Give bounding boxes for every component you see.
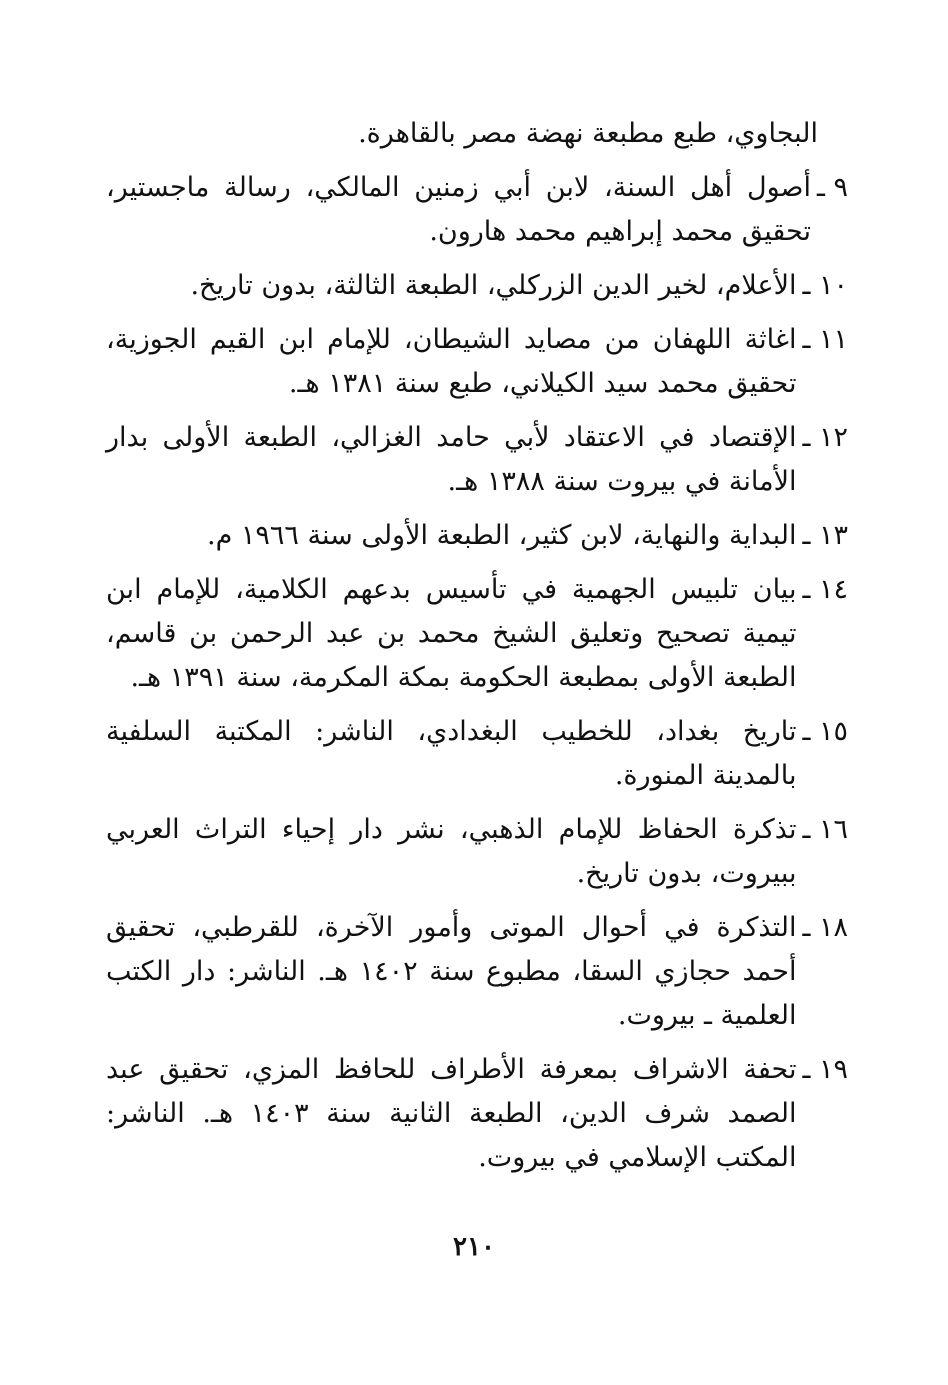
bibliography-entry: [106, 1048, 848, 1180]
entry-text: تحفة الاشراف بمعرفة الأطراف للحافظ المزي، تحقيق عبد الصمد شرف الدين، الطبعة الثانية سنة ١٤٠٣ هـ. الناشر: المكتب الإسلامي في بيروت.: [106, 1054, 797, 1173]
entry-number: ١٥ ـ: [802, 716, 848, 747]
entry-number: ١٣ ـ: [802, 520, 848, 551]
entry-text: بيان تلبيس الجهمية في تأسيس بدعهم الكلامية، للإمام ابن تيمية تصحيح وتعليق الشيخ محمد بن عبد الرحمن بن قاسم، الطبعة الأولى بمطبعة الحكومة بمكة المكرمة، سنة ١٣٩١ هـ.: [106, 574, 797, 693]
entry-number: ١٦ ـ: [802, 814, 848, 845]
entry-text: اغاثة اللهفان من مصايد الشيطان، للإمام ابن القيم الجوزية، تحقيق محمد سيد الكيلاني، طبع سنة ١٣٨١ هـ.: [106, 324, 797, 399]
page-number: ٢١٠: [453, 1232, 495, 1262]
entry-number: ١٨ ـ: [802, 912, 848, 943]
entry-text: الأعلام، لخير الدين الزركلي، الطبعة الثالثة، بدون تاريخ.: [190, 270, 797, 301]
entry-number: ٩ ـ: [816, 172, 848, 203]
entry-text: التذكرة في أحوال الموتى وأمور الآخرة، للقرطبي، تحقيق أحمد حجازي السقا، مطبوع سنة ١٤٠٢ هـ. الناشر: دار الكتب العلمية ـ بيروت.: [106, 912, 797, 1031]
entry-text: الإقتصاد في الاعتقاد لأبي حامد الغزالي، الطبعة الأولى بدار الأمانة في بيروت سنة ١٣٨٨ هـ.: [106, 422, 797, 497]
bibliography-entry: [106, 906, 848, 1038]
bibliography-entry: [106, 568, 848, 700]
entry-number: ١٢ ـ: [802, 422, 848, 453]
entry-number: ١٩ ـ: [802, 1054, 848, 1085]
entries-container: [106, 166, 848, 1180]
bibliography-entry: [106, 318, 848, 406]
entry-text: تاريخ بغداد، للخطيب البغدادي، الناشر: المكتبة السلفية بالمدينة المنورة.: [106, 716, 797, 791]
entry-text: أصول أهل السنة، لابن أبي زمنين المالكي، رسالة ماجستير، تحقيق محمد إبراهيم محمد هارون.: [106, 172, 811, 247]
entry-number: ١١ ـ: [802, 324, 848, 355]
entry-text: البداية والنهاية، لابن كثير، الطبعة الأولى سنة ١٩٦٦ م.: [207, 520, 797, 551]
bibliography-entry: [106, 514, 848, 558]
bibliography-list: [106, 112, 848, 1190]
bibliography-entry: [106, 710, 848, 798]
bibliography-entry: [106, 166, 848, 254]
bibliography-entry: [106, 808, 848, 896]
entry-number: ١٤ ـ: [802, 574, 848, 605]
bibliography-entry: [106, 264, 848, 308]
bibliography-entry: [106, 416, 848, 504]
entry-text: تذكرة الحفاظ للإمام الذهبي، نشر دار إحياء التراث العربي ببيروت، بدون تاريخ.: [106, 814, 797, 889]
entry-number: ١٠ ـ: [802, 270, 848, 301]
continuation-text: البجاوي، طبع مطبعة نهضة مصر بالقاهرة.: [358, 118, 818, 149]
